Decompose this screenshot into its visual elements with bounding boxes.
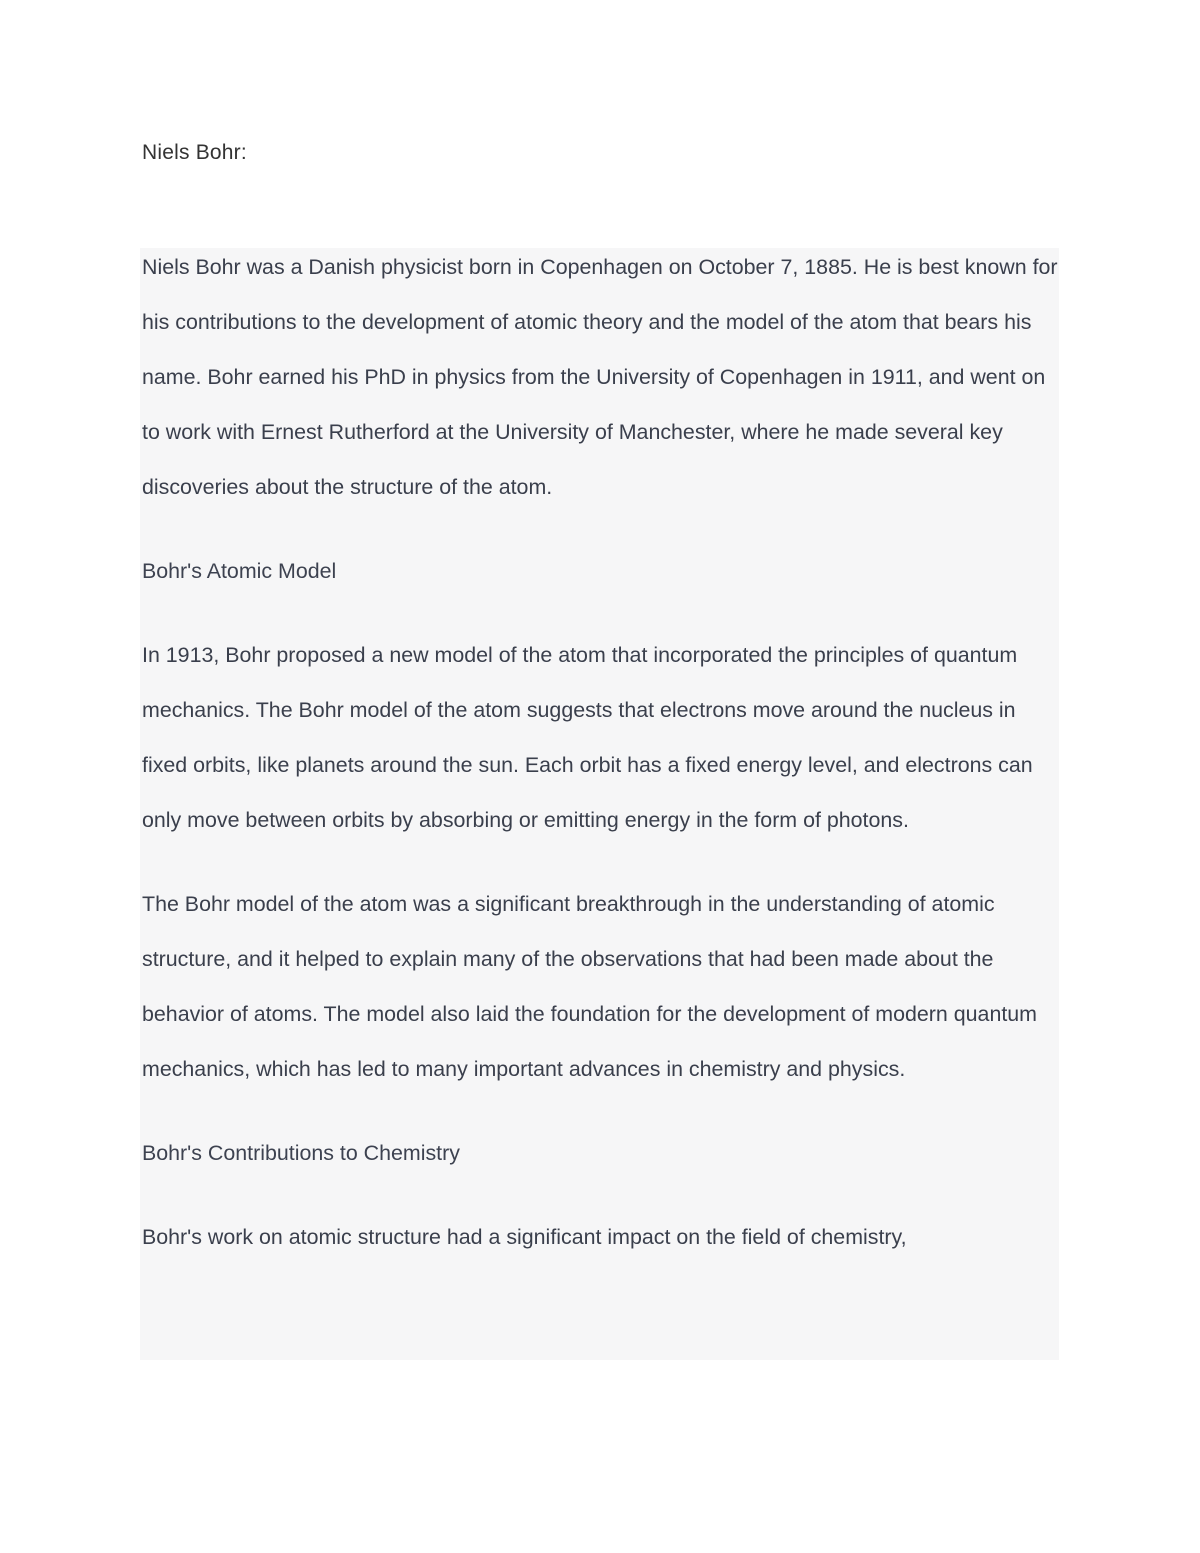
- atomic-model-paragraph-2: The Bohr model of the atom was a significant breakthrough in the understanding of atomic structure, and it helped to explain many of the observations that had been made about the behavior of atoms. The model also laid the foundation for the development of modern quantum mechanics, which has led to many important advances in chemistry and physics.: [142, 892, 1038, 1081]
- intro-paragraph: Niels Bohr was a Danish physicist born in Copenhagen on October 7, 1885. He is best known for his contributions to the development of atomic theory and the model of the atom that bears his name. Bohr earned his PhD in physics from the University of Copenhagen in 1911, and went on to work with Ernest Rutherford at the University of Manchester, where he made several key discoveries about the structure of the atom.: [142, 255, 1058, 499]
- chemistry-paragraph-1: Bohr's work on atomic structure had a significant impact on the field of chemistry,: [142, 1225, 907, 1249]
- section-heading-atomic-model: Bohr's Atomic Model: [142, 559, 337, 583]
- atomic-model-paragraph-1: In 1913, Bohr proposed a new model of the atom that incorporated the principles of quantum mechanics. The Bohr model of the atom suggests that electrons move around the nucleus in fixed orbits, like planets around the sun. Each orbit has a fixed energy level, and electrons can only move between orbits by absorbing or emitting energy in the form of photons.: [142, 643, 1033, 832]
- section-heading-chemistry: Bohr's Contributions to Chemistry: [142, 1141, 460, 1165]
- document-body: [142, 240, 1058, 1294]
- page-title: Niels Bohr:: [142, 141, 247, 164]
